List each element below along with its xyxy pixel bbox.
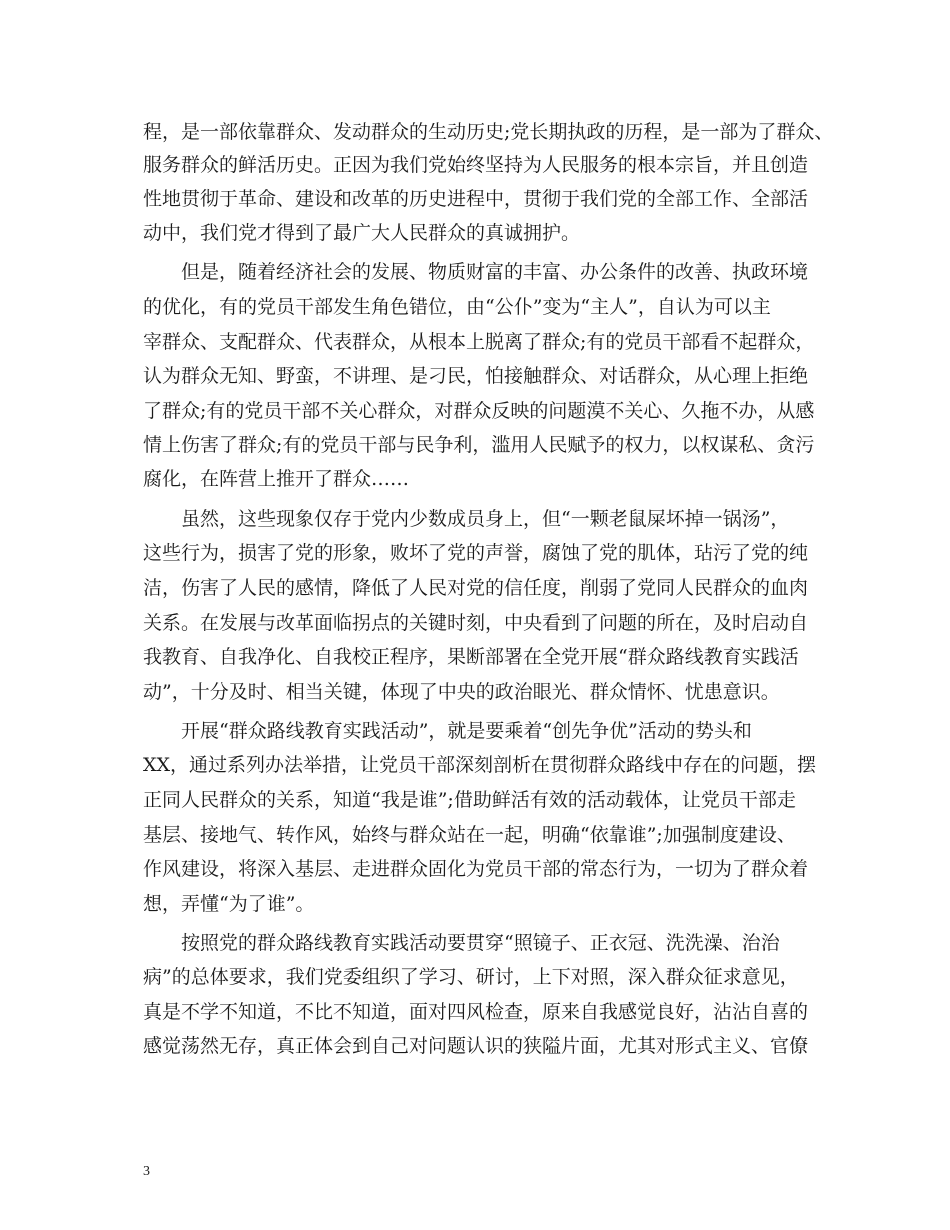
text-line: 开展“群众路线教育实践活动”，就是要乘着“创先争优”活动的势头和 xyxy=(181,720,752,742)
text-line: 虽然，这些现象仅存于党内少数成员身上，但“一颗老鼠屎坏掉一锅汤”， xyxy=(181,508,790,530)
text-line: 了群众;有的党员干部不关心群众，对群众反映的问题漠不关心、久拖不办，从感 xyxy=(143,400,815,422)
text-line: 基层、接地气、转作风，始终与群众站在一起，明确“依靠谁”;加强制度建设、 xyxy=(143,824,796,846)
text-line: 的优化，有的党员干部发生角色错位，由“公仆”变为“主人”，自认为可以主 xyxy=(143,296,771,318)
text-line: XX，通过系列办法举措，让党员干部深刻剖析在贯彻群众路线中存在的问题，摆 xyxy=(143,754,817,776)
text-line: 想，弄懂“为了谁”。 xyxy=(143,893,315,915)
text-line: 认为群众无知、野蛮，不讲理、是刁民，怕接触群众、对话群众，从心理上拒绝 xyxy=(143,365,809,387)
text-line: 正同人民群众的关系，知道“我是谁”;借助鲜活有效的活动载体，让党员干部走 xyxy=(143,789,796,811)
text-line: 宰群众、支配群众、代表群众，从根本上脱离了群众;有的党员干部看不起群众， xyxy=(143,331,815,353)
text-line: 按照党的群众路线教育实践活动要贯穿“照镜子、正衣冠、洗洗澡、治治 xyxy=(181,932,780,954)
text-line: 关系。在发展与改革面临拐点的关键时刻，中央看到了问题的所在，及时启动自 xyxy=(143,612,809,634)
text-line: 感觉荡然无存，真正体会到自己对问题认识的狭隘片面，尤其对形式主义、官僚 xyxy=(143,1035,809,1057)
text-line: 真是不学不知道，不比不知道，面对四风检查，原来自我感觉良好，沾沾自喜的 xyxy=(143,1001,809,1023)
text-line: 但是，随着经济社会的发展、物质财富的丰富、办公条件的改善、执政环境 xyxy=(181,261,809,283)
text-line: 洁，伤害了人民的感情，降低了人民对党的信任度，削弱了党同人民群众的血肉 xyxy=(143,577,809,599)
text-line: 动”，十分及时、相当关键，体现了中央的政治眼光、群众情怀、忧患意识。 xyxy=(143,681,780,703)
text-line: 腐化，在阵营上推开了群众…… xyxy=(143,468,410,490)
text-line: 性地贯彻于革命、建设和改革的历史进程中，贯彻于我们党的全部工作、全部活 xyxy=(143,188,809,210)
text-line: 病”的总体要求，我们党委组织了学习、研讨，上下对照，深入群众征求意见， xyxy=(143,966,799,988)
text-line: 程，是一部依靠群众、发动群众的生动历史;党长期执政的历程，是一部为了群众、 xyxy=(143,121,834,143)
text-line: 服务群众的鲜活历史。正因为我们党始终坚持为人民服务的根本宗旨，并且创造 xyxy=(143,154,809,176)
text-line: 情上伤害了群众;有的党员干部与民争利，滥用人民赋予的权力，以权谋私、贪污 xyxy=(143,434,815,456)
text-line: 我教育、自我净化、自我校正程序，果断部署在全党开展“群众路线教育实践活 xyxy=(143,646,799,668)
page-number: 3 xyxy=(143,1164,150,1179)
text-line: 动中，我们党才得到了最广大人民群众的真诚拥护。 xyxy=(143,222,581,244)
text-line: 作风建设，将深入基层、走进群众固化为党员干部的常态行为，一切为了群众着 xyxy=(143,858,809,880)
text-line: 这些行为，损害了党的形象，败坏了党的声誉，腐蚀了党的肌体，玷污了党的纯 xyxy=(143,542,809,564)
